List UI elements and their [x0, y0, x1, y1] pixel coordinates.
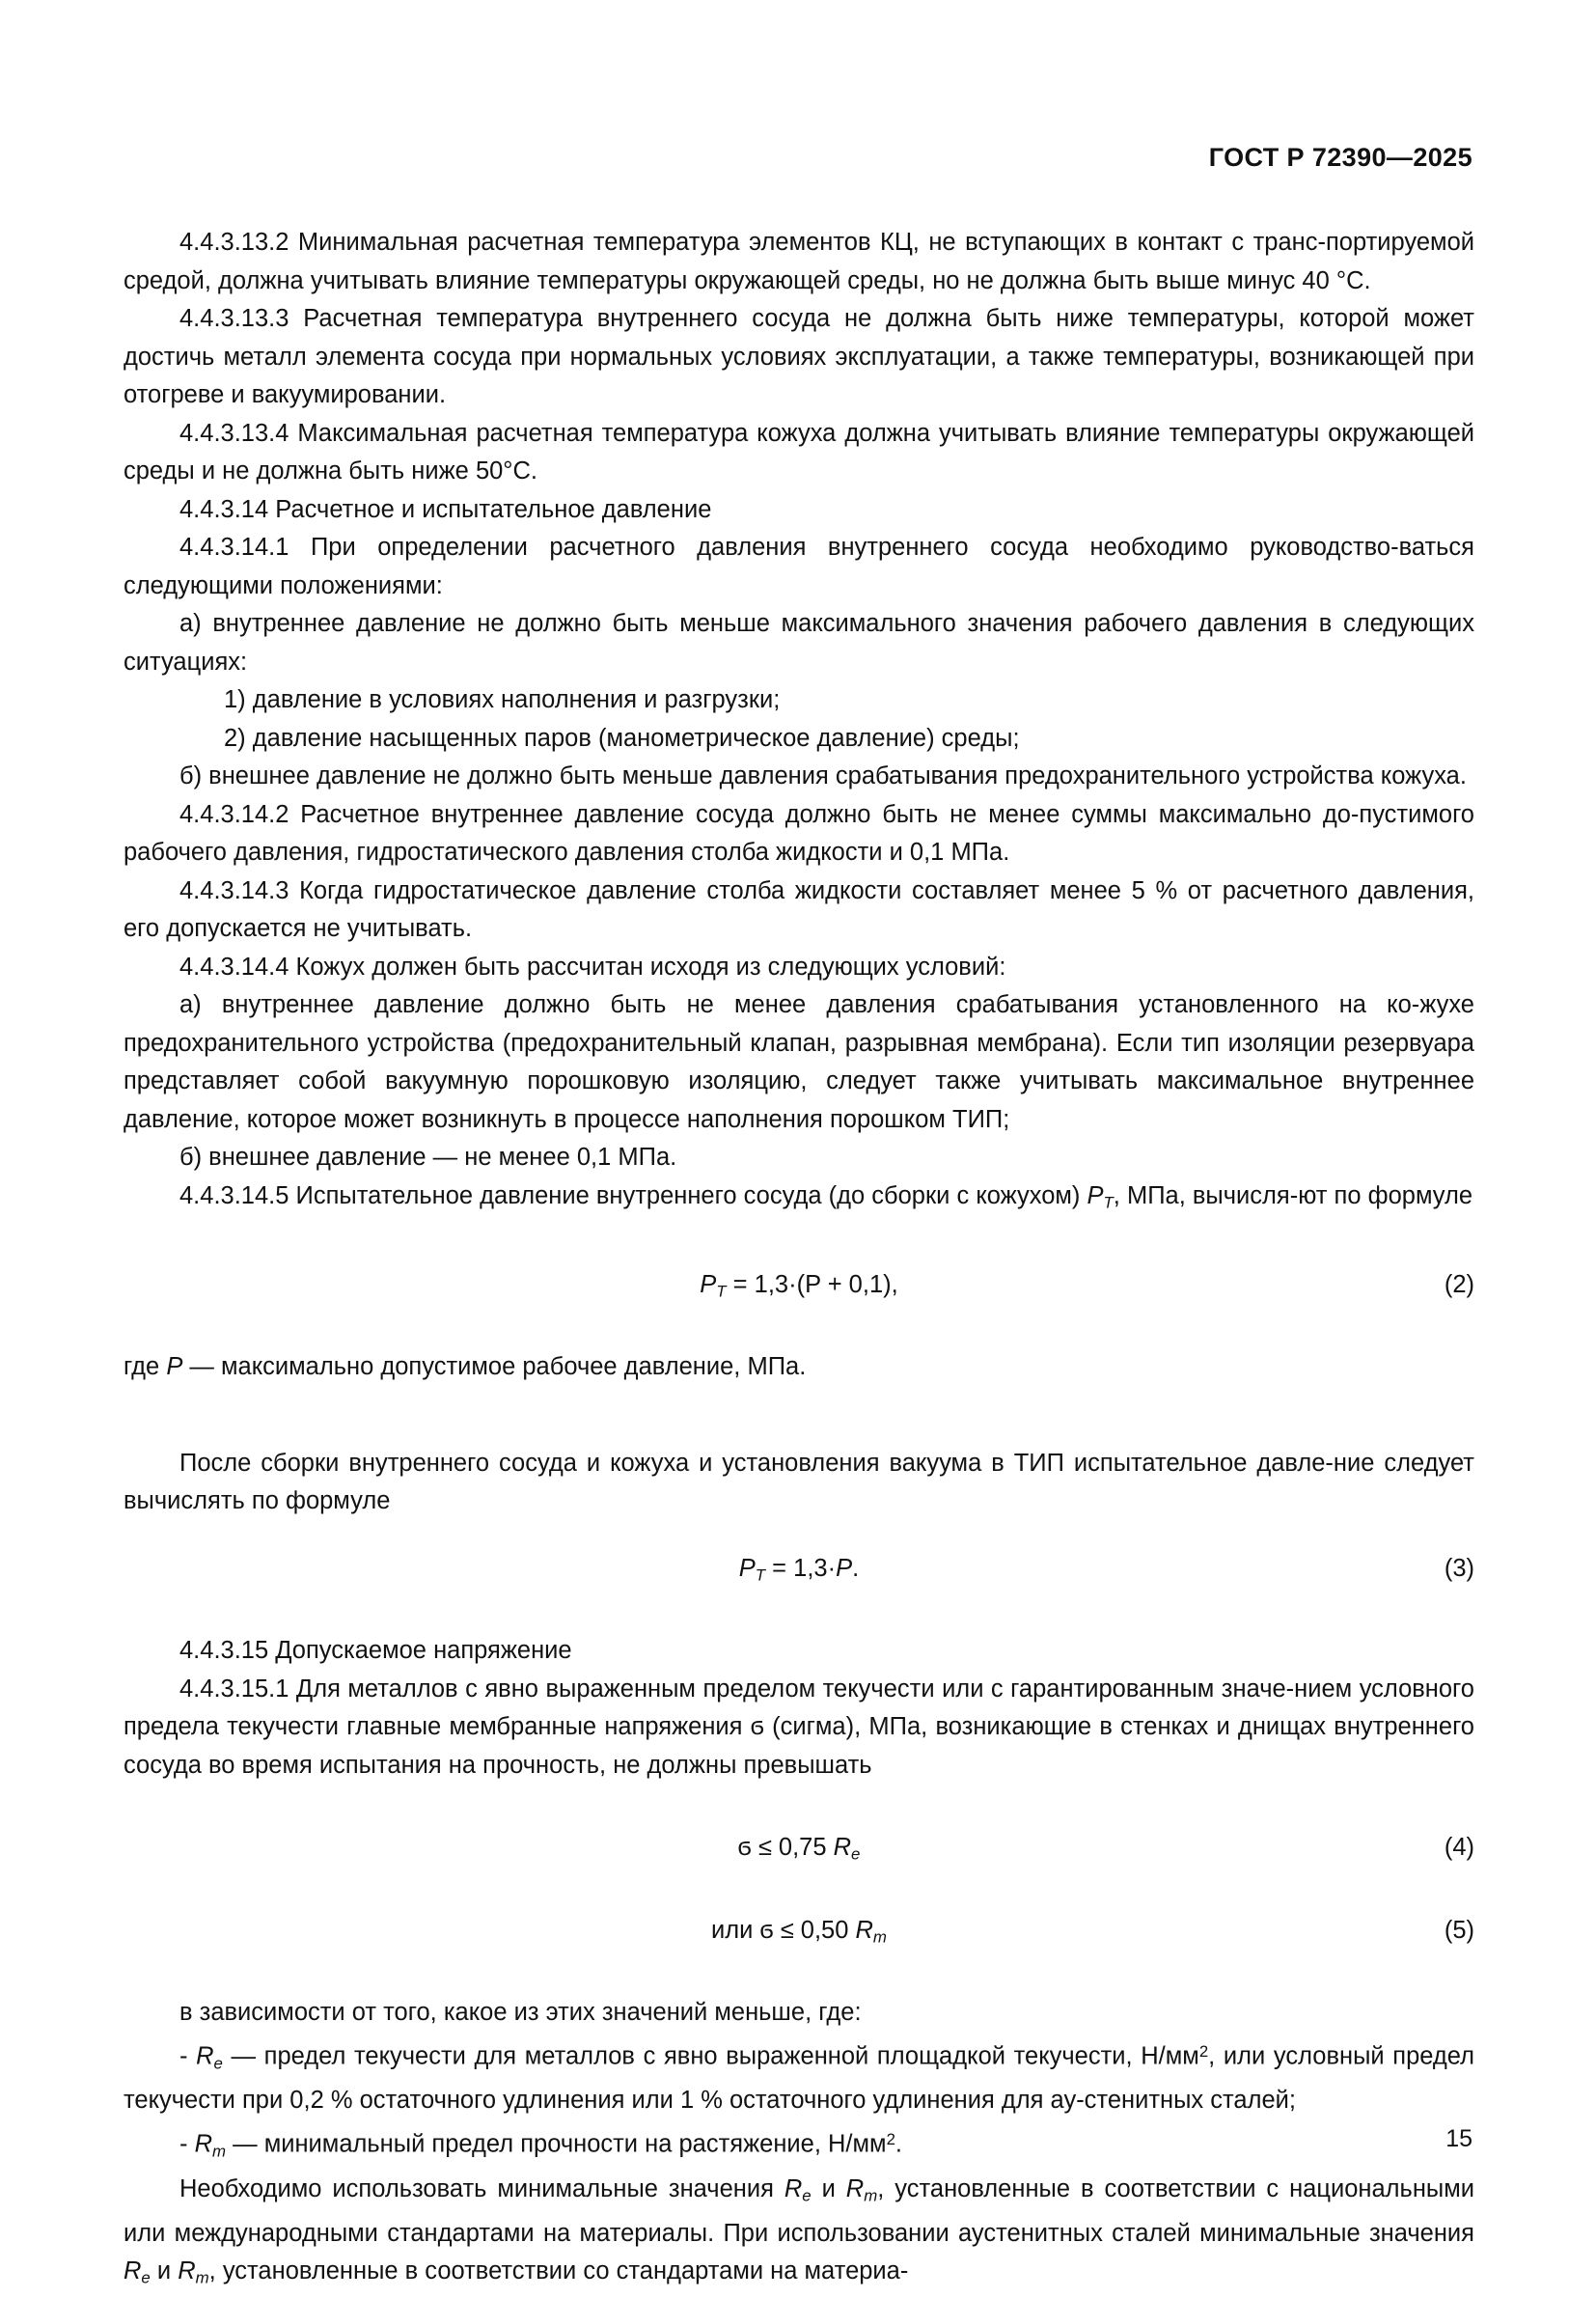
paragraph-minimum-values-e: , установленные в соответствии со стандартами на материа- — [208, 2257, 909, 2285]
paragraph-4-4-3-13-3: 4.4.3.13.3 Расчетная температура внутреннего сосуда не должна быть ниже температуры, которой может достичь металл элемента сосуда при нормальных условиях эксплуатации, а также температуры, возникающей при отогреве и вакуумировании. — [124, 305, 1474, 408]
variable-rm-3-subscript: m — [195, 2269, 209, 2288]
spacer-after-formula-5 — [124, 1950, 1474, 1994]
formula-3-lhs-subscript: T — [755, 1565, 766, 1585]
spacer-after-formula-2 — [124, 1304, 1474, 1348]
formula-2-expression — [124, 1266, 1474, 1311]
spacer-before-formula-4 — [124, 1785, 1474, 1829]
paragraph-4-4-3-14-5-text-before: 4.4.3.14.5 Испытательное давление внутреннего сосуда (до сборки с кожухом) — [179, 1181, 1087, 1209]
formula-4-expression — [124, 1829, 1474, 1873]
variable-rm-3: R — [178, 2257, 196, 2285]
spacer-before-formula-2 — [124, 1222, 1474, 1266]
definition-re-superscript: 2 — [1198, 2041, 1209, 2061]
list-item-1: 1) давление в условиях наполнения и разгрузки; — [224, 686, 781, 713]
formula-3-rhs-before: = 1,3· — [765, 1554, 837, 1582]
definition-rm-lead: - — [179, 2130, 195, 2158]
variable-re-3-subscript: e — [141, 2269, 151, 2288]
spacer-after-formula-3 — [124, 1588, 1474, 1632]
variable-re-3: R — [124, 2257, 142, 2285]
paragraph-minimum-values-b: и — [811, 2174, 846, 2202]
formula-5-row — [124, 1912, 1474, 1951]
variable-re: R — [196, 2042, 214, 2070]
formula-2-row — [124, 1266, 1474, 1305]
formula-3-expression — [124, 1550, 1474, 1594]
spacer-between-formula-4-5 — [124, 1868, 1474, 1912]
paragraph-4-4-3-15-1: 4.4.3.15.1 Для металлов с явно выраженным пределом текучести или с гарантированным значе-нием условного предела текучести главные мембранные напряжения ϭ (сигма), МПа, возникающие в стенках и днищах внутреннего сосуда во время испытания на прочность, не должны превышать — [124, 1675, 1474, 1779]
paragraph-4-4-3-14-4: 4.4.3.14.4 Кожух должен быть рассчитан исходя из следующих условий: — [179, 953, 1006, 981]
heading-4-4-3-14: 4.4.3.14 Расчетное и испытательное давление — [179, 495, 712, 523]
paragraph-4-4-3-14-5-text-after: , МПа, вычисля-ют по формуле — [1113, 1181, 1473, 1209]
definition-re-lead: - — [179, 2042, 197, 2070]
formula-2-legend-after: — максимально допустимое рабочее давление, МПа. — [182, 1353, 807, 1381]
formula-5-variable-r: R — [855, 1916, 873, 1944]
formula-4-variable-r: R — [833, 1834, 852, 1862]
paragraph-depending-on-value: в зависимости от того, какое из этих значений меньше, где: — [179, 1999, 862, 2027]
paragraph-4-4-3-14-3: 4.4.3.14.3 Когда гидростатическое давление столба жидкости составляет менее 5 % от расчетного давления, его допускается не учитывать. — [124, 876, 1474, 942]
page-header-standard-id: ГОСТ Р 72390—2025 — [1208, 143, 1472, 172]
paragraph-after-assembly: После сборки внутреннего сосуда и кожуха и установления вакуума в ТИП испытательное давле-ние следует вычислять по формуле — [124, 1449, 1474, 1515]
paragraph-minimum-values-c: , установленные в соответствии с национальными или международными стандартами на материалы. При использовании аустенитных сталей минимальные значения — [124, 2174, 1475, 2247]
list-item-2: 2) давление насыщенных паров (манометрическое давление) среды; — [224, 724, 1020, 752]
formula-2-rhs: = 1,3·(P + 0,1), — [726, 1270, 898, 1298]
definition-re-mid: — предел текучести для металлов с явно выраженной площадкой текучести, Н/мм — [222, 2042, 1199, 2070]
formula-4-expression-before: ϭ ≤ 0,75 — [737, 1834, 834, 1862]
paragraph-4-4-3-14-2: 4.4.3.14.2 Расчетное внутреннее давление сосуда должно быть не менее суммы максимально до-пустимого рабочего давления, гидростатического давления столба жидкости и 0,1 МПа. — [124, 800, 1474, 866]
variable-rm-2-subscript: m — [864, 2186, 878, 2205]
formula-3-lhs-variable: P — [738, 1554, 756, 1582]
paragraph-4-4-3-14-1: 4.4.3.14.1 При определении расчетного давления внутреннего сосуда необходимо руководство-ваться следующими положениями: — [124, 534, 1474, 599]
spacer-before-paragraph-17 — [124, 1387, 1474, 1445]
variable-rm: R — [194, 2130, 212, 2158]
formula-3-rhs-variable: P — [836, 1554, 853, 1582]
formula-2-legend-before: где — [124, 1353, 167, 1381]
variable-re-2: R — [784, 2174, 803, 2202]
paragraph-4-4-3-14-5 — [124, 1177, 1474, 1222]
formula-2-lhs-variable: P — [700, 1270, 717, 1298]
variable-rm-subscript: m — [212, 2142, 227, 2161]
spacer-before-formula-3 — [124, 1521, 1474, 1550]
variable-rm-2: R — [845, 2174, 865, 2202]
definition-rm — [124, 2120, 1474, 2171]
paragraph-4-4-3-13-4: 4.4.3.13.4 Максимальная расчетная температура кожуха должна учитывать влияние температуры окружающей среды и не должна быть ниже 50°С. — [124, 419, 1474, 485]
formula-5-expression — [124, 1912, 1474, 1956]
variable-re-subscript: e — [213, 2053, 223, 2072]
list-item-b-1: б) внешнее давление не должно быть меньше давления срабатывания предохранительного устройства кожуха. — [179, 762, 1467, 789]
formula-5-number: (5) — [1444, 1916, 1474, 1944]
definition-re — [124, 2033, 1474, 2120]
formula-3-rhs-after: . — [852, 1554, 860, 1582]
list-item-b-2: б) внешнее давление — не менее 0,1 МПа. — [179, 1144, 677, 1171]
formula-5-subscript: m — [872, 1927, 887, 1947]
formula-4-subscript: e — [851, 1844, 861, 1864]
list-item-a-1: а) внутреннее давление не должно быть меньше максимального значения рабочего давления в следующих ситуациях: — [124, 610, 1474, 676]
heading-4-4-3-15: 4.4.3.15 Допускаемое напряжение — [179, 1637, 572, 1665]
definition-rm-mid: — минимальный предел прочности на растяжение, Н/мм — [226, 2130, 887, 2158]
variable-p-legend: P — [166, 1353, 183, 1381]
variable-p: P — [1087, 1181, 1104, 1209]
formula-2-number: (2) — [1444, 1270, 1474, 1298]
list-item-a-2: а) внутреннее давление должно быть не менее давления срабатывания установленного на ко-жухе предохранительного устройства (предохранительный клапан, разрывная мембрана). Если тип изоляции резервуара представляет собой вакуумную порошковую изоляцию, следует также учитывать максимальное внутреннее давление, которое может возникнуть в процессе наполнения порошком ТИП; — [124, 991, 1474, 1133]
formula-3-number: (3) — [1444, 1554, 1474, 1582]
formula-3-row — [124, 1550, 1474, 1589]
document-body — [124, 224, 1474, 2298]
page-number: 15 — [1445, 2125, 1472, 2152]
variable-p-subscript: T — [1103, 1193, 1114, 1212]
formula-5-expression-before: или ϭ ≤ 0,50 — [711, 1916, 856, 1944]
definition-rm-tail: . — [894, 2130, 903, 2158]
formula-4-row — [124, 1829, 1474, 1868]
paragraph-minimum-values-a: Необходимо использовать минимальные значения — [179, 2174, 784, 2202]
definition-re-tail: , или условный предел текучести при 0,2 % остаточного удлинения или 1 % остаточного удлинения для ау-стенитных сталей; — [124, 2042, 1474, 2115]
paragraph-minimum-values-d: и — [150, 2257, 179, 2285]
variable-re-2-subscript: e — [802, 2186, 812, 2205]
definition-rm-superscript: 2 — [886, 2129, 895, 2148]
formula-4-number: (4) — [1444, 1834, 1474, 1862]
paragraph-minimum-values — [124, 2171, 1474, 2298]
formula-2-legend — [124, 1348, 1474, 1387]
paragraph-4-4-3-13-2: 4.4.3.13.2 Минимальная расчетная температура элементов КЦ, не вступающих в контакт с транс-портируемой средой, должна учитывать влияние температуры окружающей среды, но не должна быть выше минус 40 °С. — [124, 229, 1474, 294]
formula-2-lhs-subscript: T — [716, 1282, 727, 1301]
